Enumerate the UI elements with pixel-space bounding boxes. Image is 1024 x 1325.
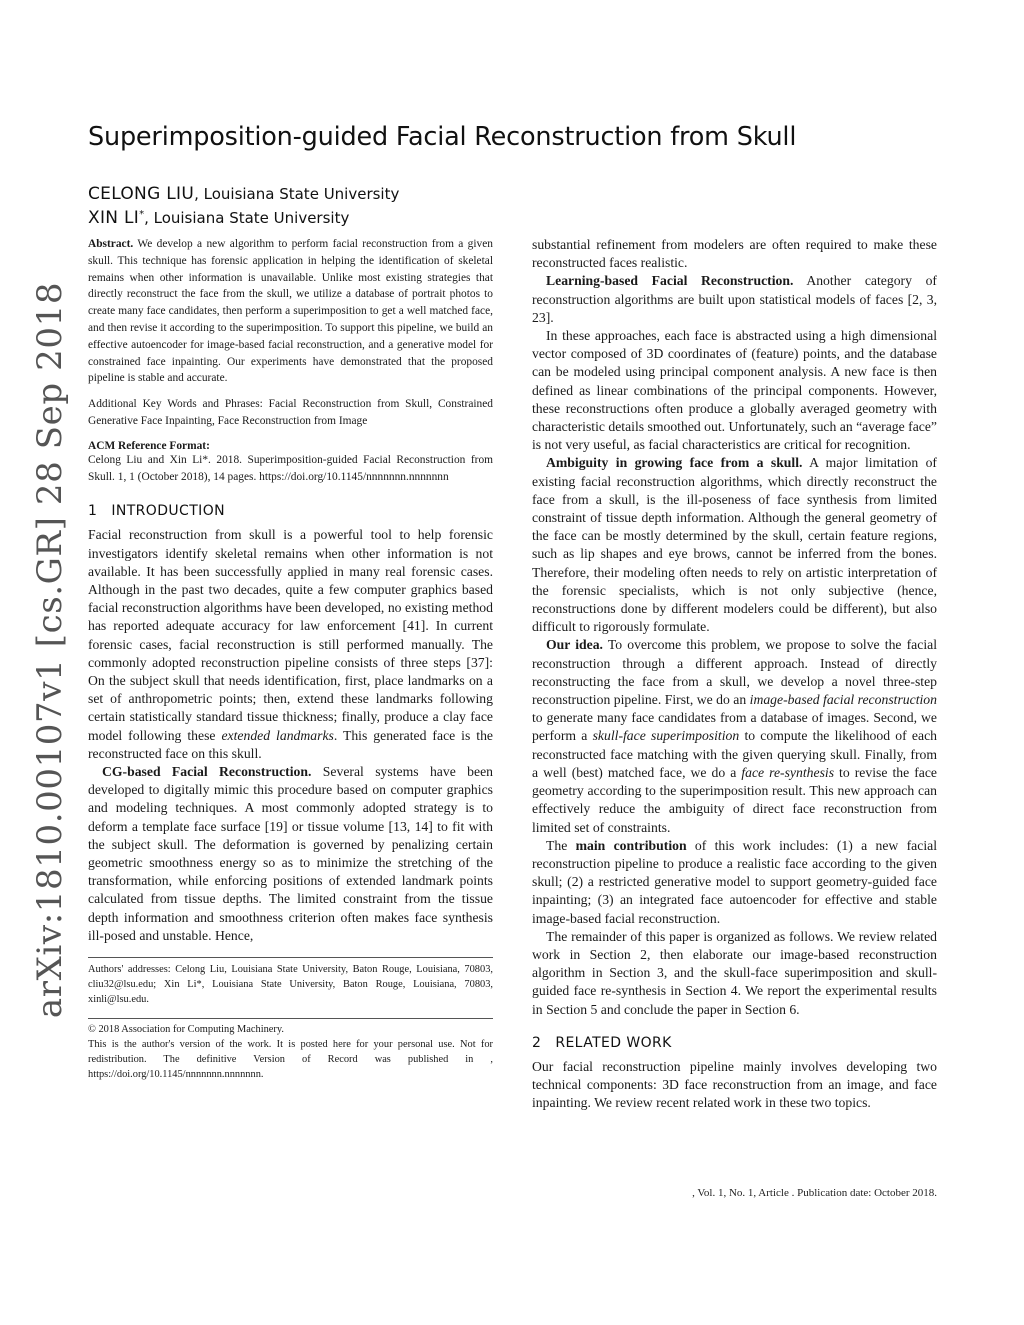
author-name: CELONG LIU: [88, 184, 195, 204]
remainder-paragraph: The remainder of this paper is organized as follows. We review related work in Section 2, then elaborate our image-based reconstruction algorithm in Section 3, and the skull-face superimposition and skull-guided face re-synthesis in Section 4. We report the experimental results in Section 5 and conclude the paper in Section 6.: [532, 928, 937, 1017]
arxiv-id-text: arXiv:1810.00107v1 [cs.GR] 28 Sep 2018: [30, 281, 70, 1019]
ambiguity-text: A major limitation of existing facial reconstruction algorithms, which directly reconstruct the face from a skull, is the ill-poseness of face synthesis from limited constraint of tissue depth information. Although the general geometry of the face can be mostly determined by the skull, certain feature regions, such as lip shapes and eye brows, cannot be inferred from the bones. Therefore, their modeling often needs to rely on artistic interpretation of the forensic specialists, which is not only subjective (hence, reconstructions done by different modelers could be different), but also difficult to rigorously formulate.: [532, 455, 937, 635]
pca-paragraph: In these approaches, each face is abstracted using a high dimensional vector composed of 3D coordinates of (feature) points, and the database can be modeled using principal component analysis. A new face is then defined as linear combinations of the principal components. However, these reconstructions often produce a globally averaged geometry with characteristic details smoothed out. Unfortunately, such an “average face” is not very useful, as facial characteristics are critical for recognition.: [532, 328, 937, 453]
continued-paragraph: substantial refinement from modelers are often required to make these reconstructed faces realistic.: [532, 237, 937, 271]
ambiguity-label: Ambiguity in growing face from a skull.: [546, 455, 803, 471]
author-addresses: Authors' addresses: Celong Liu, Louisiana State University, Baton Rouge, Louisiana, 70803, cliu32@lsu.edu; Xin Li*, Louisiana State University, Baton Rouge, Louisiana, 70803, xinli@lsu.edu.: [88, 964, 493, 1006]
author-affiliation: , Louisiana State University: [144, 209, 350, 227]
acm-reference-heading: ACM Reference Format:: [88, 439, 210, 452]
section-number: 1: [88, 503, 98, 520]
idea-label: Our idea.: [546, 637, 603, 653]
cg-label: CG-based Facial Reconstruction.: [102, 764, 312, 779]
intro-paragraph: [88, 526, 493, 763]
idea-text: To overcome this problem, we propose to solve the facial reconstruction through a different approach. Instead of directly reconstructing the face from a skull, we develop a novel three-step reconstruction pipeline. First, we do an: [532, 637, 938, 708]
footnote-rule: [88, 957, 493, 958]
intro-text: Facial reconstruction from skull is a powerful tool to help forensic investigators identify skeletal remains when other information is not available. It has been successfully applied in many real forensic cases. Although in the past two decades, quite a few computer graphics based facial reconstruction algorithms have been developed, no existing method has reported adequate accuracy for law enforcement [41]. In current forensic cases, facial reconstruction is still performed manually. The commonly adopted reconstruction pipeline consists of three steps [37]: On the subject skull that needs identification, first, place landmarks on a set of anthropometric points; then, extend these landmarks following certain statistically standard tissue thickness; finally, produce a clay face model following these: [88, 527, 493, 743]
section-title: INTRODUCTION: [111, 503, 225, 520]
idea-text: to generate many face candidates from a database of images. Second, we perform a: [532, 710, 937, 744]
contribution-paragraph: [532, 837, 937, 928]
section-heading-related-work: [532, 1035, 937, 1051]
corresponding-mark: *: [139, 209, 145, 220]
section-title: RELATED WORK: [555, 1034, 672, 1051]
paper-title: Superimposition-guided Facial Reconstruction from Skull: [88, 122, 797, 152]
acm-reference-text: Celong Liu and Xin Li*. 2018. Superimposition-guided Facial Reconstruction from Skull. 1, 1 (October 2018), 14 pages. https://doi.org/10.1145/nnnnnnn.nnnnnnn: [88, 453, 493, 483]
keywords: Additional Key Words and Phrases: Facial Reconstruction from Skull, Constrained Generative Face Inpainting, Face Reconstruction from Image: [88, 398, 493, 427]
idea-text: to compute the likelihood of each reconstructed face matching with the given querying skull. Finally, from a well (best) matched face, we do a: [532, 728, 937, 780]
contribution-text: The: [546, 837, 576, 853]
contribution-text: of this work includes: (1) a new facial reconstruction pipeline to produce a realistic face according to the given skull; (2) a restricted generative model to support geometry-guided face inpainting; (3) an integrated face autoencoder for effective and stable image-based facial reconstruction.: [532, 837, 938, 926]
contribution-label: main contribution: [575, 837, 687, 853]
section-number: 2: [532, 1034, 542, 1051]
idea-paragraph: [532, 636, 937, 836]
abstract: [88, 236, 493, 387]
arxiv-side-stamp: [0, 281, 100, 1019]
learning-based-paragraph: [532, 272, 937, 327]
author-affiliation: , Louisiana State University: [194, 185, 400, 203]
author-name: XIN LI: [88, 208, 140, 228]
learning-based-text: Another category of reconstruction algorithms are built upon statistical models of faces [2, 3, 23].: [532, 273, 937, 325]
cg-paragraph: [88, 763, 493, 945]
related-work-paragraph: Our facial reconstruction pipeline mainly involves developing two technical components: 3D face reconstruction from an image, and face inpainting. We review recent related work in these two topics.: [532, 1058, 937, 1111]
copyright-rule: [88, 1018, 493, 1019]
version-note: This is the author's version of the work. It is posted here for your personal use. Not for redistribution. The definitive Version of Record was published in , https://doi.org/10.1145/nnnnnnn.nnnnnnn.: [88, 1039, 493, 1081]
cg-text: Several systems have been developed to digitally mimic this procedure based on computer graphics and modeling techniques. A most commonly adopted strategy is to deform a template face surface [19] or tissue volume [13, 14] to fit with the subject skull. The deformation is governed by penalizing certain geometric smoothness energy so as to minimize the stretching of the transformation, while enforcing positions of extended landmark points calculated from tissue depths. The limited constraint from the tissue depth information and smoothness criterion often makes face synthesis ill-posed and unstable. Hence,: [88, 764, 493, 943]
intro-text-end: . This generated face is the reconstructed face on this skull.: [88, 727, 493, 761]
idea-emphasis: skull-face superimposition: [592, 728, 740, 744]
left-column: [88, 236, 493, 1082]
section-heading-introduction: [88, 503, 493, 519]
idea-emphasis: image-based facial reconstruction: [749, 692, 937, 708]
page-footer: , Vol. 1, No. 1, Article . Publication date: October 2018.: [692, 1187, 937, 1199]
ambiguity-paragraph: [532, 454, 937, 636]
abstract-label: Abstract.: [88, 238, 134, 250]
copyright: © 2018 Association for Computing Machinery.: [88, 1024, 284, 1036]
author-line: [88, 184, 399, 204]
idea-text: to revise the face geometry according to the superimposition result. This new approach can effectively reduce the ambiguity of direct face reconstruction from limited set of constraints.: [532, 764, 937, 835]
intro-emphasis: extended landmarks: [221, 727, 334, 743]
idea-emphasis: face re-synthesis: [741, 764, 835, 780]
learning-based-label: Learning-based Facial Reconstruction.: [546, 273, 794, 289]
right-column: [532, 236, 937, 1112]
author-line: [88, 208, 349, 228]
abstract-text: We develop a new algorithm to perform facial reconstruction from a given skull. This technique has forensic application in helping the identification of skeletal remains when other information is unavailable. Unlike most existing strategies that directly reconstruct the face from the skull, we utilize a database of portrait photos to create many face candidates, then perform a superimposition to get a well matched face, and then revise it according to the superimposition. To support this pipeline, we build an effective autoencoder for image-based facial reconstruction, and a generative model for constrained face inpainting. Our experiments have demonstrated that the proposed pipeline is stable and accurate.: [88, 238, 493, 385]
